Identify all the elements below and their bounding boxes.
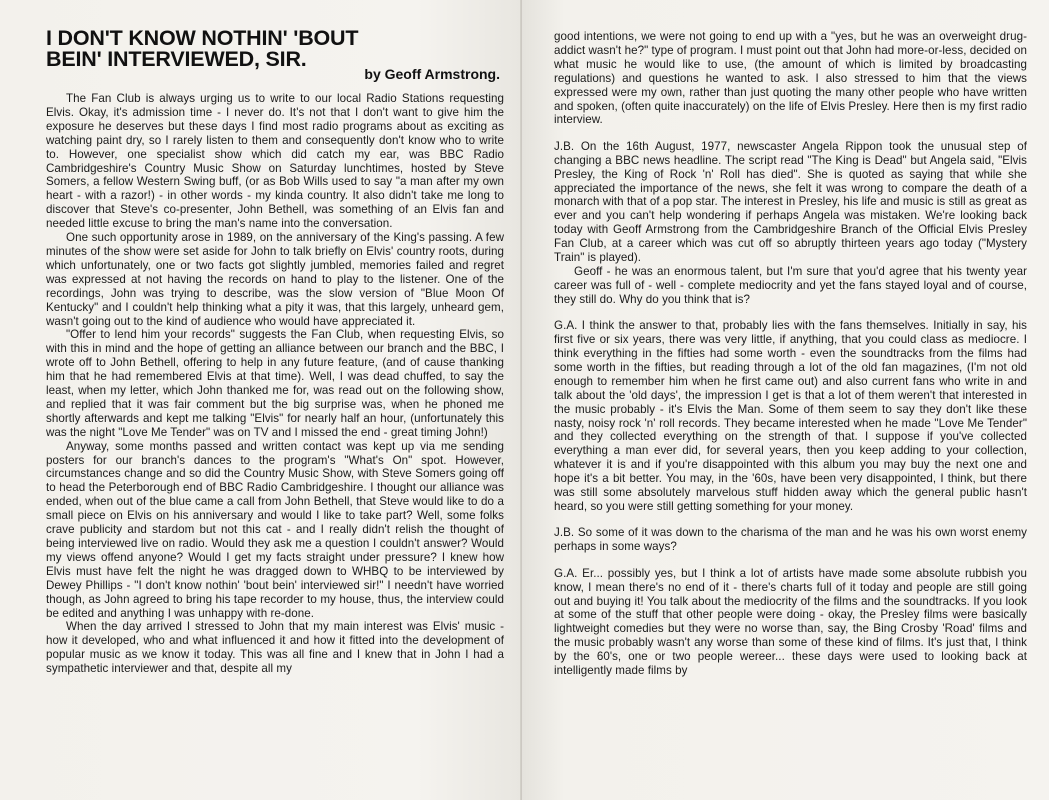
article-title-line-2: BEIN' INTERVIEWED, SIR. — [46, 47, 307, 71]
article-title — [46, 28, 504, 70]
right-page-body — [554, 30, 1027, 678]
paragraph: When the day arrived I stressed to John that my main interest was Elvis' music - how it developed, who and what influenced it and how it fitted into the development of popular music as we know it today. This was all fine and I knew that in John I had a sympathetic interviewer and that, despite all my — [46, 620, 504, 676]
paragraph: good intentions, we were not going to end up with a "yes, but he was an overweight drug-addict wasn't he?" type of program. I must point out that John had more-or-less, decided on what music he would like to use, (the amount of which is limited by broadcasting regulations) and questions he wanted to ask. I also stressed to him that the views expressed were my own, rather than just quoting the many other people who have written and spoken, (often quite inaccurately) on the life of Elvis Presley. Here then is my first radio interview. — [554, 30, 1027, 127]
paragraph: The Fan Club is always urging us to write to our local Radio Stations requesting Elvis. Okay, it's admission time - I never do. It's not that I don't want to give him the exposure he deserves but these days I find most radio programs about as exciting as watching paint dry, so I rarely listen to them and consequently don't know who to write to. However, one specialist show which did catch my ear, was BBC Radio Cambridgeshire's Country Music Show on Saturday lunchtimes, hosted by Steve Somers, a fellow Western Swing buff, (or as Bob Wills used to say "a man after my own heart - with a razor!) - in other words - my kinda country. It also didn't take me long to discover that Steve's co-presenter, John Bethell, was something of an Elvis fan and needed little excuse to bring the man's name into the conversation. — [46, 92, 504, 231]
paragraph: One such opportunity arose in 1989, on the anniversary of the King's passing. A few minutes of the show were set aside for John to talk briefly on Elvis' country roots, during which unfortunately, one or two facts got slightly jumbled, memories failed and regret was expressed at not having the records on hand to play to the listener. One of the recordings, John was trying to describe, was the slow version of "Blue Moon Of Kentucky" and I couldn't help thinking what a pity it was, that this largely, unheard gem, wasn't going out to the kind of audience who would have appreciated it. — [46, 231, 504, 328]
paragraph: G.A. Er... possibly yes, but I think a lot of artists have made some absolute rubbish you know, I mean there's no end of it - there's charts full of it today and people are still going out and buying it! You talk about the mediocrity of the films and the soundtracks. If you look at some of the stuff that other people were doing - okay, the Presley films were basically lightweight comedies but they were no worse than, say, the Bing Crosby 'Road' films and the music probably wasn't any worse than some of these kind of films. It's just that, I think by the 60's, one or two people wereer... these days were used to looking back at intelligently made films by — [554, 566, 1027, 678]
paragraph: G.A. I think the answer to that, probably lies with the fans themselves. Initially in say, his first five or six years, there was very little, if anything, that you could class as mediocre. I think everything in the fifties had some worth - even the soundtracks from the films had some worth in the fifties, but reading through a lot of the old fan magazines, (I'm not old enough to remember him when he first came out) and also current fans who write in and talk about the 'old days', the impression I get is that a lot of them weren't that interested in the music probably - it's Elvis the Man. Some of them seem to say they don't like these nasty, noisy rock 'n' roll records. They became interested when he made "Love Me Tender" and they collected everything on the strength of that. I suppose if you've collected everything a man ever did, for several years, then you keep adding to your collection, whatever it is and if you're disappointed with this album you may buy the next one and hope it's a bit better. You may, in the '60s, have been very disappointed, I think, but there was still some absolutely marvelous stuff hidden away which the general public hasn't heard, so you were still getting something for your money. — [554, 319, 1027, 513]
article-title-line-1: I DON'T KNOW NOTHIN' 'BOUT — [46, 26, 359, 50]
paragraph: J.B. So some of it was down to the charisma of the man and he was his own worst enemy perhaps in some ways? — [554, 526, 1027, 554]
paragraph: "Offer to lend him your records" suggests the Fan Club, when requesting Elvis, so with this in mind and the hope of getting an alliance between our branch and the BBC, I wrote off to John Bethell, offering to help in any future feature, (and of cause thanking him that he had remembered Elvis at that time). Well, I was dead chuffed, to say the least, when my letter, which John thanked me for, was read out on the following show, and replied that it was fair comment but the big surprise was, when he phoned me shortly afterwards and kept me talking "Elvis" for nearly half an hour, (unfortunately this was the night "Love Me Tender" was on TV and I missed the end - great timing John!) — [46, 328, 504, 439]
paragraph: J.B. On the 16th August, 1977, newscaster Angela Rippon took the unusual step of changing a BBC news headline. The script read "The King is Dead" but Angela said, "Elvis Presley, the King of Rock 'n' Roll has died". She is quoted as saying that while she appreciated the importance of the news, she felt it was wrong to compare the death of a monarch with that of a pop star. The interest in Presley, his life and music is still as great as ever and you can't help wondering if perhaps Angela was mistaken. We're looking back today with Geoff Armstrong from the Cambridgeshire Branch of the Official Elvis Presley Fan Club, at a career which was cut off so abruptly thirteen years ago today ("Mystery Train" is played). — [554, 139, 1027, 265]
left-page-body — [46, 92, 504, 676]
paragraph: Anyway, some months passed and written contact was kept up via me sending posters for our branch's dances to the program's "What's On" spot. However, circumstances change and so did the Country Music Show, with Steve Somers going off to head the Peterborough end of BBC Radio Cambridgeshire. I thought our alliance was ended, when out of the blue came a call from John Bethell, that Steve would like to do a small piece on Elvis on his anniversary and would I like to take part? Well, some folks crave publicity and stardom but not this cat - and I really didn't relish the thought of being interviewed live on radio. Would they ask me a question I couldn't answer? Would my views offend anyone? Would I get my facts straight under pressure? I knew how Elvis must have felt the night he was dragged down to WHBQ to be interviewed by Dewey Phillips - "I don't know nothin' 'bout bein' interviewed sir!" I needn't have worried though, as John agreed to bring his tape recorder to my house, thus, the interview could be edited and anything I was unhappy with re-done. — [46, 439, 504, 620]
paragraph: Geoff - he was an enormous talent, but I'm sure that you'd agree that his twenty year career was full of - well - complete mediocrity and yet the fans stayed loyal and of course, they still do. Why do you think that is? — [554, 265, 1027, 306]
article-byline: by Geoff Armstrong. — [364, 66, 500, 82]
right-page — [522, 0, 1049, 800]
left-page — [0, 0, 522, 800]
